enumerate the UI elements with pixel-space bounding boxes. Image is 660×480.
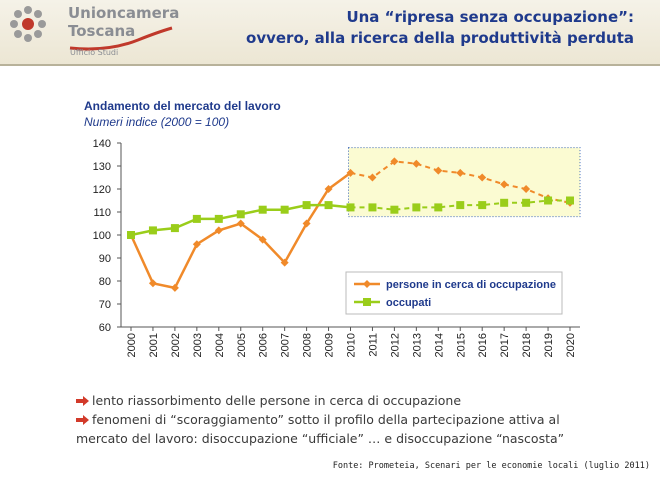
x-tick-label: 2002 [169,333,182,358]
y-tick-label: 100 [92,230,111,242]
legend-label: occupati [386,297,432,309]
data-point-employed [303,201,311,209]
data-point-employed [215,215,223,223]
y-tick-label: 70 [98,299,111,311]
org-name-line1: Unioncamera [68,4,180,22]
data-point-employed [281,206,289,214]
x-tick-label: 2000 [126,333,138,358]
x-tick-label: 2012 [389,333,402,358]
x-tick-label: 2004 [213,333,226,358]
bullet-text-1: lento riassorbimento delle persone in cerca di occupazione [92,393,462,408]
bullet-text-2: fenomeni di “scoraggiamento” sotto il profilo della partecipazione attiva al [92,412,560,427]
slide-title-line1: Una “ripresa senza occupazione”: [346,8,634,26]
y-tick-label: 110 [93,207,111,219]
data-point-employed [259,206,267,214]
x-tick-label: 2019 [543,333,556,358]
y-tick-label: 130 [92,161,111,173]
x-tick-label: 2020 [565,333,577,358]
chart-title: Andamento del mercato del lavoro [84,99,281,113]
x-tick-label: 2014 [433,333,446,358]
data-point-unemployed [149,279,157,287]
bullet-list [76,391,636,448]
org-subtitle: Ufficio Studi [70,48,119,57]
data-point-employed [456,201,464,209]
data-point-employed [390,206,398,214]
y-tick-label: 140 [92,138,111,150]
y-tick-label: 60 [98,322,111,334]
x-tick-label: 2016 [477,333,490,358]
red-arrow-icon [76,415,90,425]
legend-label: persone in cerca di occupazione [386,279,556,291]
x-tick-label: 2009 [323,333,336,358]
x-tick-label: 2015 [455,333,468,358]
data-point-employed [325,201,333,209]
bullet-item [76,391,636,410]
legend-marker [363,298,371,306]
data-point-employed [566,197,574,205]
data-point-employed [412,203,420,211]
data-point-employed [368,203,376,211]
x-tick-label: 2017 [499,333,512,358]
slide-title-line2: ovvero, alla ricerca della produttività perduta [246,29,634,47]
data-point-employed [544,197,552,205]
data-point-employed [347,203,355,211]
x-tick-label: 2006 [257,333,270,358]
bullet-item [76,410,636,429]
source-note: Fonte: Prometeia, Scenari per le economie locali (luglio 2011) [332,461,650,471]
data-point-employed [500,199,508,207]
data-point-employed [522,199,530,207]
x-tick-label: 2010 [345,333,358,358]
x-tick-label: 2005 [235,333,248,358]
data-point-employed [171,224,179,232]
x-tick-label: 2008 [301,333,314,358]
y-tick-label: 80 [98,276,111,288]
data-point-employed [434,203,442,211]
data-point-employed [478,201,486,209]
x-tick-label: 2007 [279,333,292,358]
x-tick-label: 2011 [367,333,380,357]
x-tick-label: 2018 [521,333,534,358]
y-tick-label: 120 [92,184,111,196]
org-name-line2: Toscana [68,22,136,40]
x-tick-label: 2001 [147,333,160,358]
red-arrow-icon [76,396,90,406]
x-tick-label: 2013 [411,333,424,358]
data-point-employed [193,215,201,223]
data-point-employed [237,210,245,218]
bullet-text-3: mercato del lavoro: disoccupazione “ufficiale” … e disoccupazione “nascosta” [76,431,565,446]
data-point-employed [149,226,157,234]
x-tick-label: 2003 [191,333,204,358]
data-point-employed [127,231,135,239]
y-tick-label: 90 [98,253,111,265]
chart-subtitle: Numeri indice (2000 = 100) [84,115,230,129]
bullet-continuation [76,429,636,448]
